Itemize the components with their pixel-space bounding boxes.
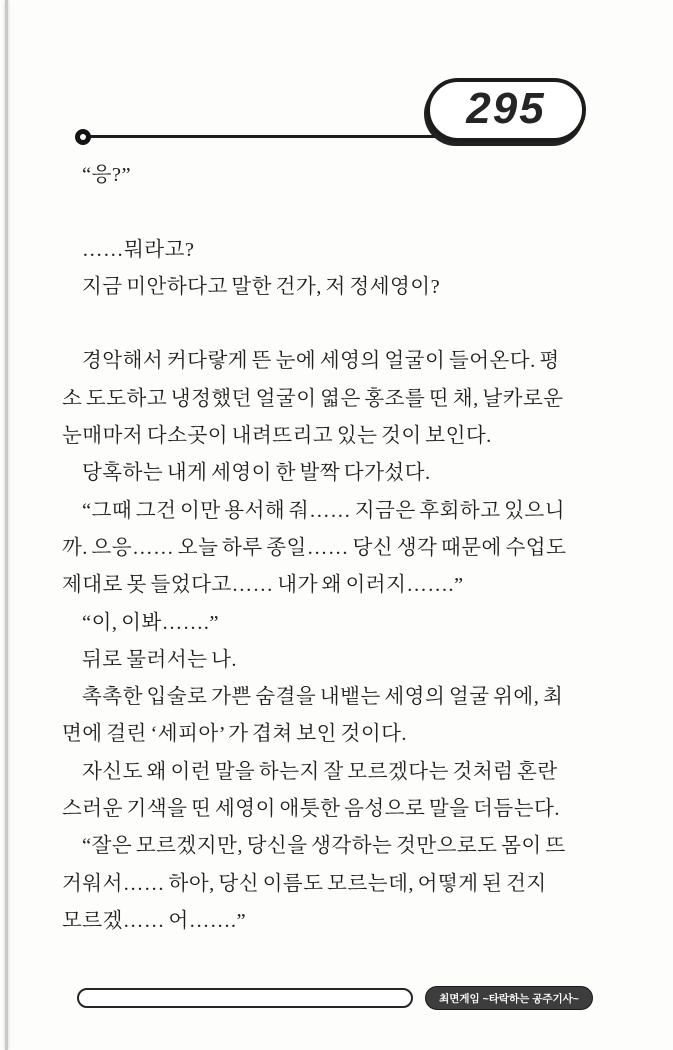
text-line: 눈매마저 다소곳이 내려뜨리고 있는 것이 보인다. (62, 425, 492, 448)
blank-line (62, 306, 590, 343)
text-line: “잘은 모르겠지만, 당신을 생각하는 것만으로도 몸이 뜨 (82, 835, 566, 858)
text-line: 까. 으응…… 오늘 하루 종일…… 당신 생각 때문에 수업도 (62, 536, 567, 559)
text-line: 당혹하는 내게 세영이 한 발짝 다가섰다. (82, 462, 431, 485)
page-number-badge (426, 78, 586, 142)
text-line: 제대로 못 들었다고…… 내가 왜 이러지…….” (62, 574, 464, 597)
text-line: 경악해서 커다랗게 뜬 눈에 세영의 얼굴이 들어온다. 평 (82, 350, 560, 373)
text-line: 뒤로 물러서는 나. (82, 648, 237, 671)
page-number: 295 (466, 84, 546, 133)
footer-rule-pill (77, 988, 413, 1008)
rule-end-ring-icon (75, 129, 91, 145)
body-text (62, 157, 590, 940)
series-title-badge (425, 986, 593, 1010)
text-line: 면에 걸린 ‘세피아’ 가 겹쳐 보인 것이다. (62, 723, 408, 746)
text-line: “이, 이봐…….” (82, 611, 219, 634)
text-line: 모르겠…… 어…….” (62, 909, 247, 932)
text-line: 촉촉한 입술로 가쁜 숨결을 내뱉는 세영의 얼굴 위에, 최 (82, 686, 564, 709)
text-line: “그때 그건 이만 용서해 줘…… 지금은 후회하고 있으니 (82, 499, 566, 522)
text-line: 지금 미안하다고 말한 건가, 저 정세영이? (82, 275, 441, 298)
text-line: 스러운 기색을 띤 세영이 애틋한 음성으로 말을 더듬는다. (62, 798, 560, 821)
text-line: 자신도 왜 이런 말을 하는지 잘 모르겠다는 것처럼 혼란 (82, 760, 558, 783)
header-rule (86, 135, 444, 138)
scan-crease (5, 0, 8, 1050)
text-line: 거워서…… 하아, 당신 이름도 모르는데, 어떻게 된 건지 (62, 872, 547, 895)
text-line: 소 도도하고 냉정했던 얼굴이 엷은 홍조를 띤 채, 날카로운 (62, 387, 564, 410)
blank-line (62, 194, 590, 231)
series-title: 최면게임 ~타락하는 공주기사~ (439, 992, 579, 1005)
text-line: ……뭐라고? (82, 238, 195, 261)
text-line: “응?” (82, 164, 132, 186)
